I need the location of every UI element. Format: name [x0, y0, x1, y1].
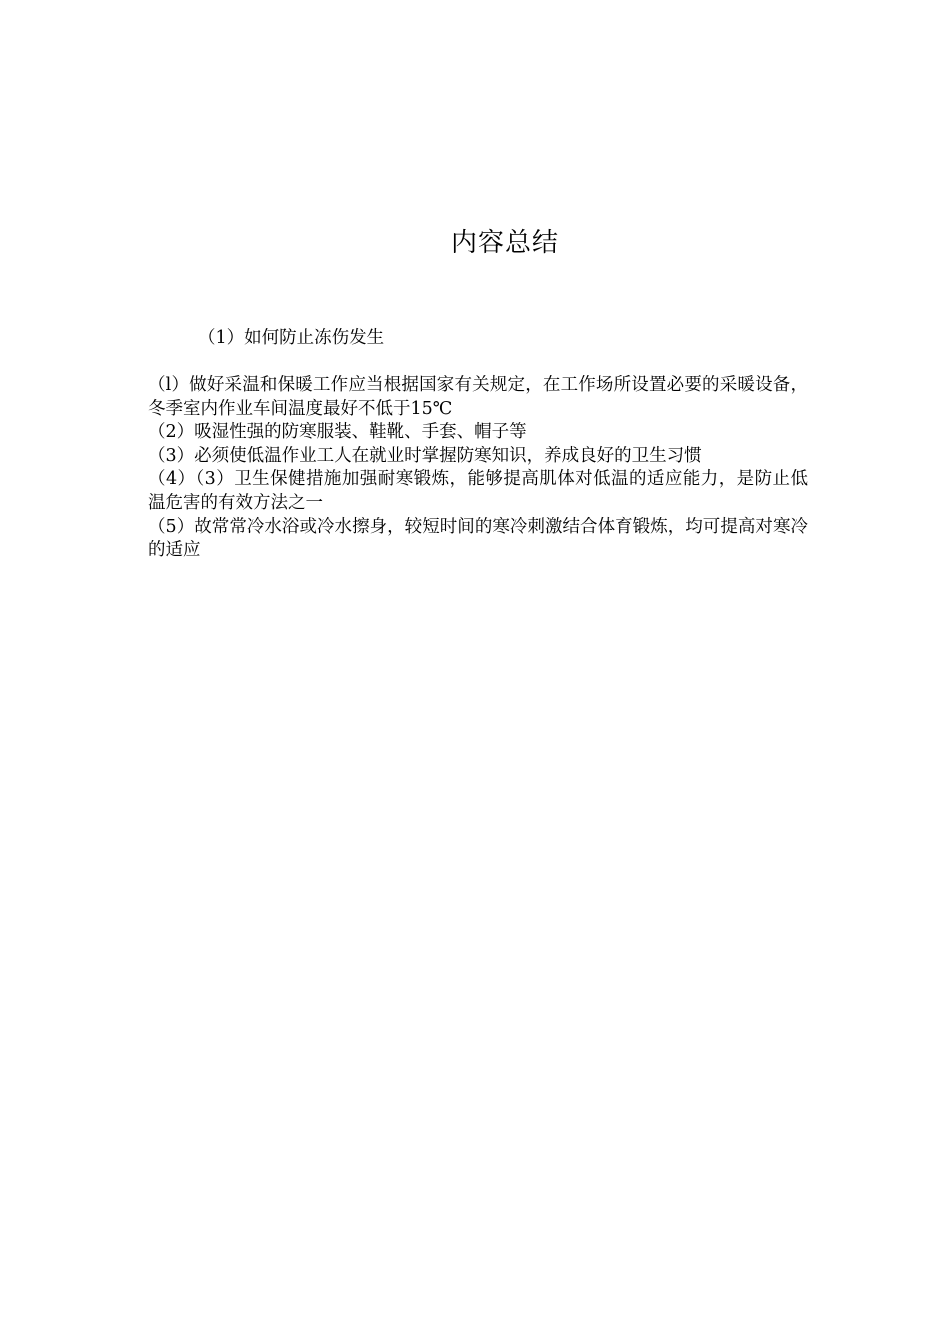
page-title: 内容总结 — [450, 228, 559, 258]
paragraph: （3）必须使低温作业工人在就业时掌握防寒知识，养成良好的卫生习惯 — [148, 445, 702, 466]
section-heading: （1）如何防止冻伤发生 — [198, 328, 385, 348]
paragraph: （5）故常常冷水浴或冷水擦身，较短时间的寒冷刺激结合体育锻炼，均可提高对寒冷的适应 — [148, 516, 808, 561]
paragraph: （l）做好采温和保暖工作应当根据国家有关规定，在工作场所设置必要的采暖设备，冬季室内作业车间温度最好不低于15℃ — [148, 375, 808, 419]
body-text — [148, 374, 808, 563]
paragraph: （4）（3）卫生保健措施加强耐寒锻炼，能够提高肌体对低温的适应能力，是防止低温危害的有效方法之一 — [148, 469, 808, 513]
paragraph: （2）吸湿性强的防寒服装、鞋靴、手套、帽子等 — [148, 422, 527, 443]
